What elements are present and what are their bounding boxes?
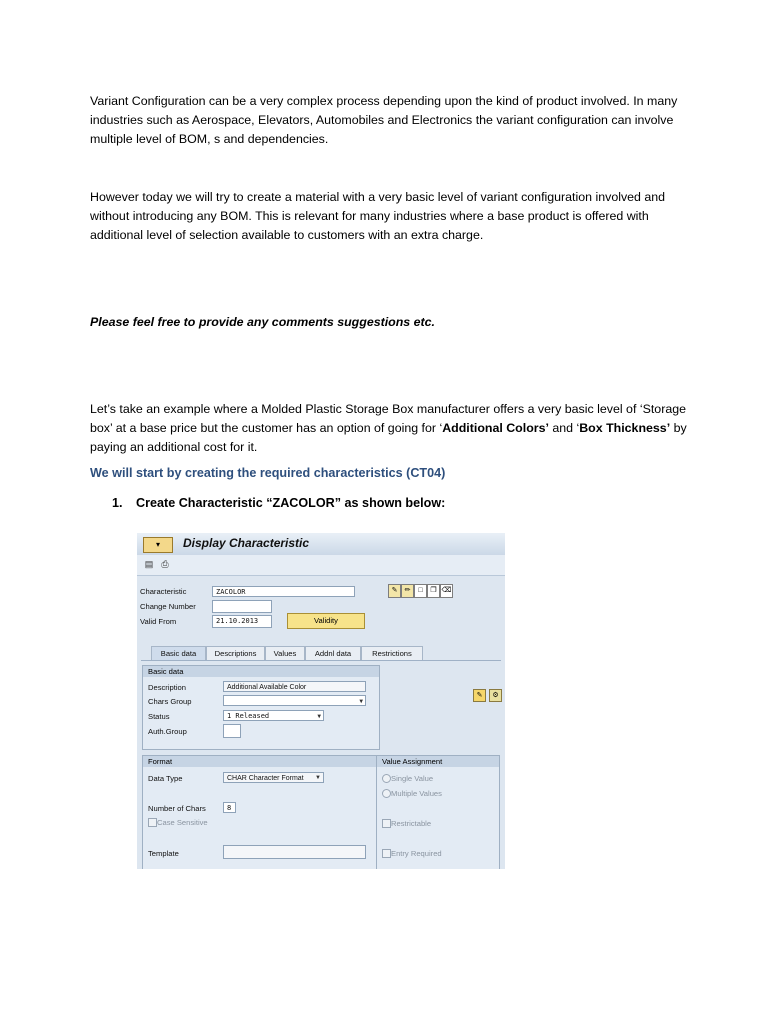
entry-required-label: Entry Required [391, 849, 442, 858]
tab-divider [141, 660, 501, 661]
edit-pencil-icon[interactable]: ✏ [401, 584, 414, 598]
print-icon[interactable]: ⎙ [161, 559, 169, 569]
change-number-field[interactable] [212, 600, 272, 613]
multiple-values-label: Multiple Values [391, 789, 442, 798]
sap-display-characteristic-screen [137, 533, 505, 869]
status-value: 1 Released [227, 712, 270, 720]
copy-icon[interactable]: ❐ [427, 584, 440, 598]
screen-title: Display Characteristic [183, 536, 310, 550]
tab-addnl-data[interactable]: Addnl data [305, 646, 361, 660]
example-text-e: and ‘ [548, 421, 580, 435]
dropdown-arrow-icon: ▼ [315, 775, 321, 781]
basic-data-group [142, 665, 380, 750]
description-label: Description [148, 683, 186, 692]
number-of-chars-label: Number of Chars [148, 804, 206, 813]
description-field[interactable]: Additional Available Color [223, 681, 366, 692]
dropdown-arrow-icon: ▼ [359, 698, 363, 705]
tab-restrictions[interactable]: Restrictions [361, 646, 423, 660]
example-text-g: by paying an additional cost for it. [90, 421, 687, 454]
tab-basic-data[interactable]: Basic data [151, 646, 206, 660]
multiple-values-radio[interactable] [382, 789, 391, 798]
delete-trash-icon[interactable]: ⌫ [440, 584, 453, 598]
settings-icon[interactable]: ⚙ [489, 689, 502, 702]
number-of-chars-field[interactable]: 8 [223, 802, 236, 813]
single-value-radio[interactable] [382, 774, 391, 783]
template-field[interactable] [223, 845, 366, 859]
auth-group-field[interactable] [223, 724, 241, 738]
restrictable-label: Restrictable [391, 819, 432, 828]
documentation-icon[interactable]: ✎ [473, 689, 486, 702]
value-assignment-group [376, 755, 500, 869]
data-type-label: Data Type [148, 774, 183, 783]
additional-colors-term: Additional Colors’ [442, 421, 549, 435]
characteristic-field[interactable]: ZACOLOR [212, 586, 355, 597]
data-type-dropdown[interactable] [223, 772, 324, 783]
example-text-a: Let’s take an example where a Molded Plastic Storage Box manufacturer offers a very basic level of [90, 402, 640, 416]
step-text: Create Characteristic “ZACOLOR” as shown below: [136, 496, 446, 510]
system-menu-button[interactable] [143, 537, 173, 553]
box-thickness-term: Box Thickness’ [579, 421, 671, 435]
other-characteristic-icon[interactable]: ✎ [388, 584, 401, 598]
step-number: 1. [112, 496, 123, 510]
storage-box-term: ‘Storage box’ [90, 402, 686, 435]
chars-group-label: Chars Group [148, 697, 192, 706]
example-text-c: at a base price but the customer has an option of going for ‘ [112, 421, 443, 435]
tab-descriptions[interactable]: Descriptions [206, 646, 265, 660]
case-sensitive-checkbox[interactable] [148, 818, 157, 827]
screen-body [137, 576, 505, 869]
basic-data-title: Basic data [143, 666, 379, 677]
chars-group-dropdown[interactable] [223, 695, 366, 706]
format-title: Format [143, 756, 379, 767]
entry-required-checkbox[interactable] [382, 849, 391, 858]
example-paragraph [90, 400, 690, 457]
auth-group-label: Auth.Group [148, 727, 187, 736]
section-heading: We will start by creating the required characteristics (CT04) [90, 466, 446, 480]
status-label: Status [148, 712, 170, 721]
restrictable-checkbox[interactable] [382, 819, 391, 828]
template-label: Template [148, 849, 179, 858]
application-toolbar [137, 555, 505, 576]
tab-values[interactable]: Values [265, 646, 305, 660]
valid-from-field[interactable]: 21.10.2013 [212, 615, 272, 628]
single-value-label: Single Value [391, 774, 434, 783]
hierarchy-icon[interactable]: ▤ [144, 559, 154, 569]
validity-button[interactable]: Validity [287, 613, 365, 629]
characteristic-label: Characteristic [140, 587, 187, 596]
feedback-note: Please feel free to provide any comments suggestions etc. [90, 315, 435, 329]
step-1 [112, 496, 445, 510]
create-document-icon[interactable]: □ [414, 584, 427, 598]
sap-title-bar [137, 533, 505, 555]
status-dropdown[interactable] [223, 710, 324, 721]
dropdown-arrow-icon: ▼ [317, 713, 321, 720]
format-group [142, 755, 380, 869]
value-assignment-title: Value Assignment [377, 756, 499, 767]
scope-paragraph: However today we will try to create a material with a very basic level of variant configuration involved and without introducing any BOM. This is relevant for many industries where a base product is offered with additional level of selection available to customers with an extra charge. [90, 190, 666, 242]
data-type-value: CHAR Character Format [227, 775, 304, 782]
menu-chevron-icon: ▾ [155, 540, 160, 549]
change-number-label: Change Number [140, 602, 196, 611]
valid-from-label: Valid From [140, 617, 177, 626]
case-sensitive-label: Case Sensitive [157, 818, 208, 827]
intro-paragraph: Variant Configuration can be a very complex process depending upon the kind of product involved. In many industries such as Aerospace, Elevators, Automobiles and Electronics the variant configuration can involve multiple level of BOM, s and dependencies. [90, 94, 678, 146]
